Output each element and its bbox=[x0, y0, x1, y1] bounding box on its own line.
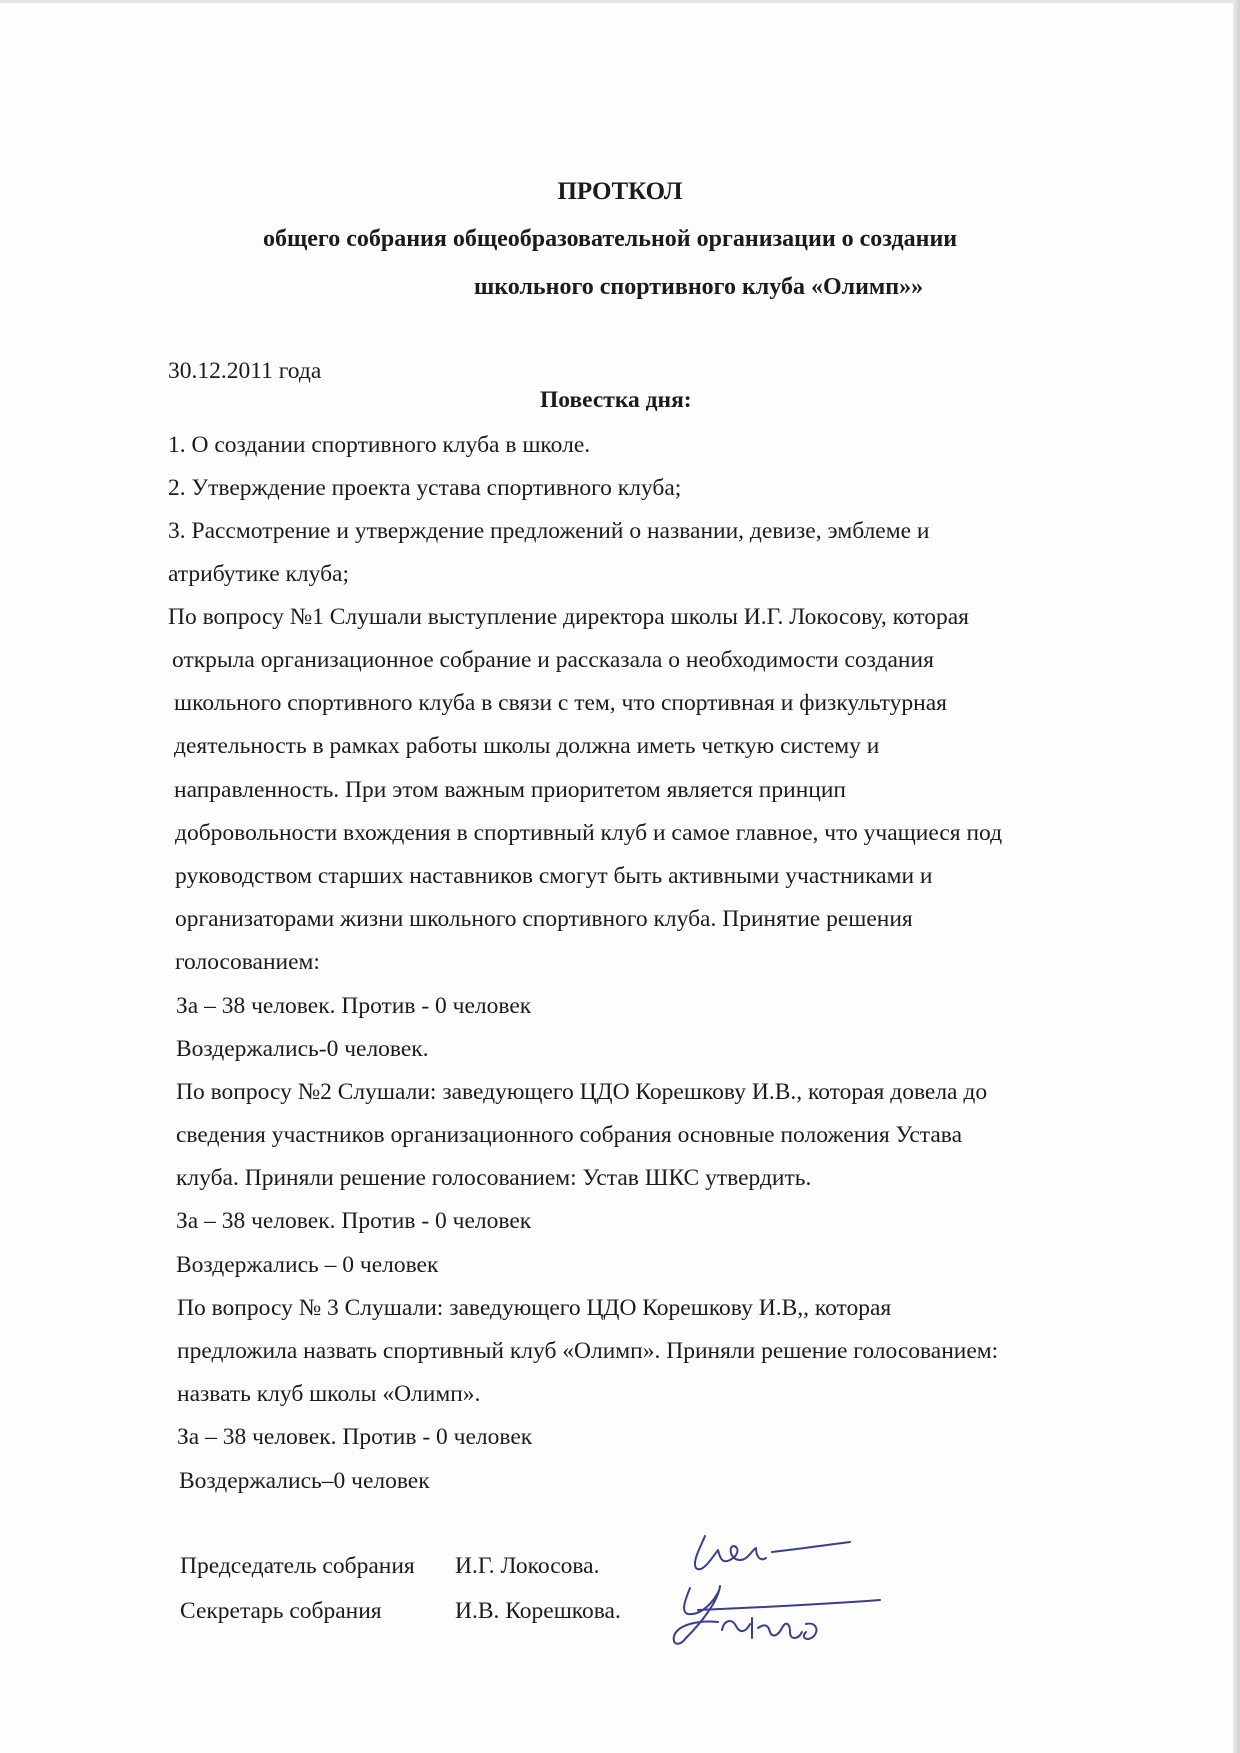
signature-chair bbox=[695, 1536, 850, 1569]
scan-edge-right bbox=[1233, 0, 1240, 1753]
chair-role: Председатель собрания bbox=[180, 1553, 415, 1579]
agenda-heading: Повестка дня: bbox=[540, 387, 692, 413]
agenda-item: 2. Утверждение проекта устава спортивного клуба; bbox=[168, 475, 682, 501]
question1-line: деятельность в рамках работы школы должна иметь четкую систему и bbox=[174, 733, 880, 759]
question3-line: назвать клуб школы «Олимп». bbox=[177, 1381, 481, 1407]
scan-edge-top bbox=[0, 0, 1240, 3]
question1-line: По вопросу №1 Слушали выступление директора школы И.Г. Локосову, которая bbox=[168, 604, 969, 630]
document-subtitle-line1: общего собрания общеобразовательной организации о создании bbox=[263, 226, 958, 252]
question1-line: руководством старших наставников смогут быть активными участниками и bbox=[175, 863, 933, 889]
question1-line: открыла организационное собрание и рассказала о необходимости создания bbox=[172, 647, 934, 673]
question3-line: предложила назвать спортивный клуб «Олимп». Приняли решение голосованием: bbox=[177, 1338, 999, 1364]
secretary-role: Секретарь собрания bbox=[180, 1598, 382, 1624]
question1-line: направленность. При этом важным приоритетом является принцип bbox=[174, 777, 847, 803]
document-date: 30.12.2011 года bbox=[168, 358, 322, 384]
question2-line: клуба. Приняли решение голосованием: Устав ШКС утвердить. bbox=[176, 1165, 812, 1191]
signature-secretary bbox=[674, 1586, 880, 1644]
secretary-name: И.В. Корешкова. bbox=[455, 1598, 621, 1624]
question3-line: По вопросу № 3 Слушали: заведующего ЦДО Корешкову И.В,, которая bbox=[177, 1295, 892, 1321]
question1-line: организаторами жизни школьного спортивного клуба. Принятие решения bbox=[175, 906, 913, 932]
abstained-result: Воздержались – 0 человек bbox=[176, 1252, 439, 1278]
abstained-result: Воздержались-0 человек. bbox=[176, 1036, 429, 1062]
vote-result: За – 38 человек. Против - 0 человек bbox=[176, 993, 532, 1019]
agenda-item: атрибутике клуба; bbox=[168, 561, 350, 587]
document-title: ПРОТКОЛ bbox=[557, 178, 683, 205]
chair-name: И.Г. Локосова. bbox=[455, 1553, 600, 1579]
abstained-result: Воздержались–0 человек bbox=[179, 1468, 430, 1494]
vote-result: За – 38 человек. Против - 0 человек bbox=[176, 1208, 532, 1234]
question1-line: голосованием: bbox=[175, 949, 320, 975]
question2-line: сведения участников организационного собрания основные положения Устава bbox=[176, 1122, 963, 1148]
handwritten-signatures bbox=[660, 1528, 920, 1658]
question1-line: добровольности вхождения в спортивный клуб и самое главное, что учащиеся под bbox=[175, 820, 1003, 846]
agenda-item: 3. Рассмотрение и утверждение предложений о названии, девизе, эмблеме и bbox=[168, 518, 930, 544]
vote-result: За – 38 человек. Против - 0 человек bbox=[177, 1424, 533, 1450]
agenda-item: 1. О создании спортивного клуба в школе. bbox=[168, 432, 591, 458]
document-subtitle-line2: школьного спортивного клуба «Олимп»» bbox=[474, 274, 924, 300]
question2-line: По вопросу №2 Слушали: заведующего ЦДО Корешкову И.В., которая довела до bbox=[176, 1079, 988, 1105]
question1-line: школьного спортивного клуба в связи с тем, что спортивная и физкультурная bbox=[174, 690, 947, 716]
